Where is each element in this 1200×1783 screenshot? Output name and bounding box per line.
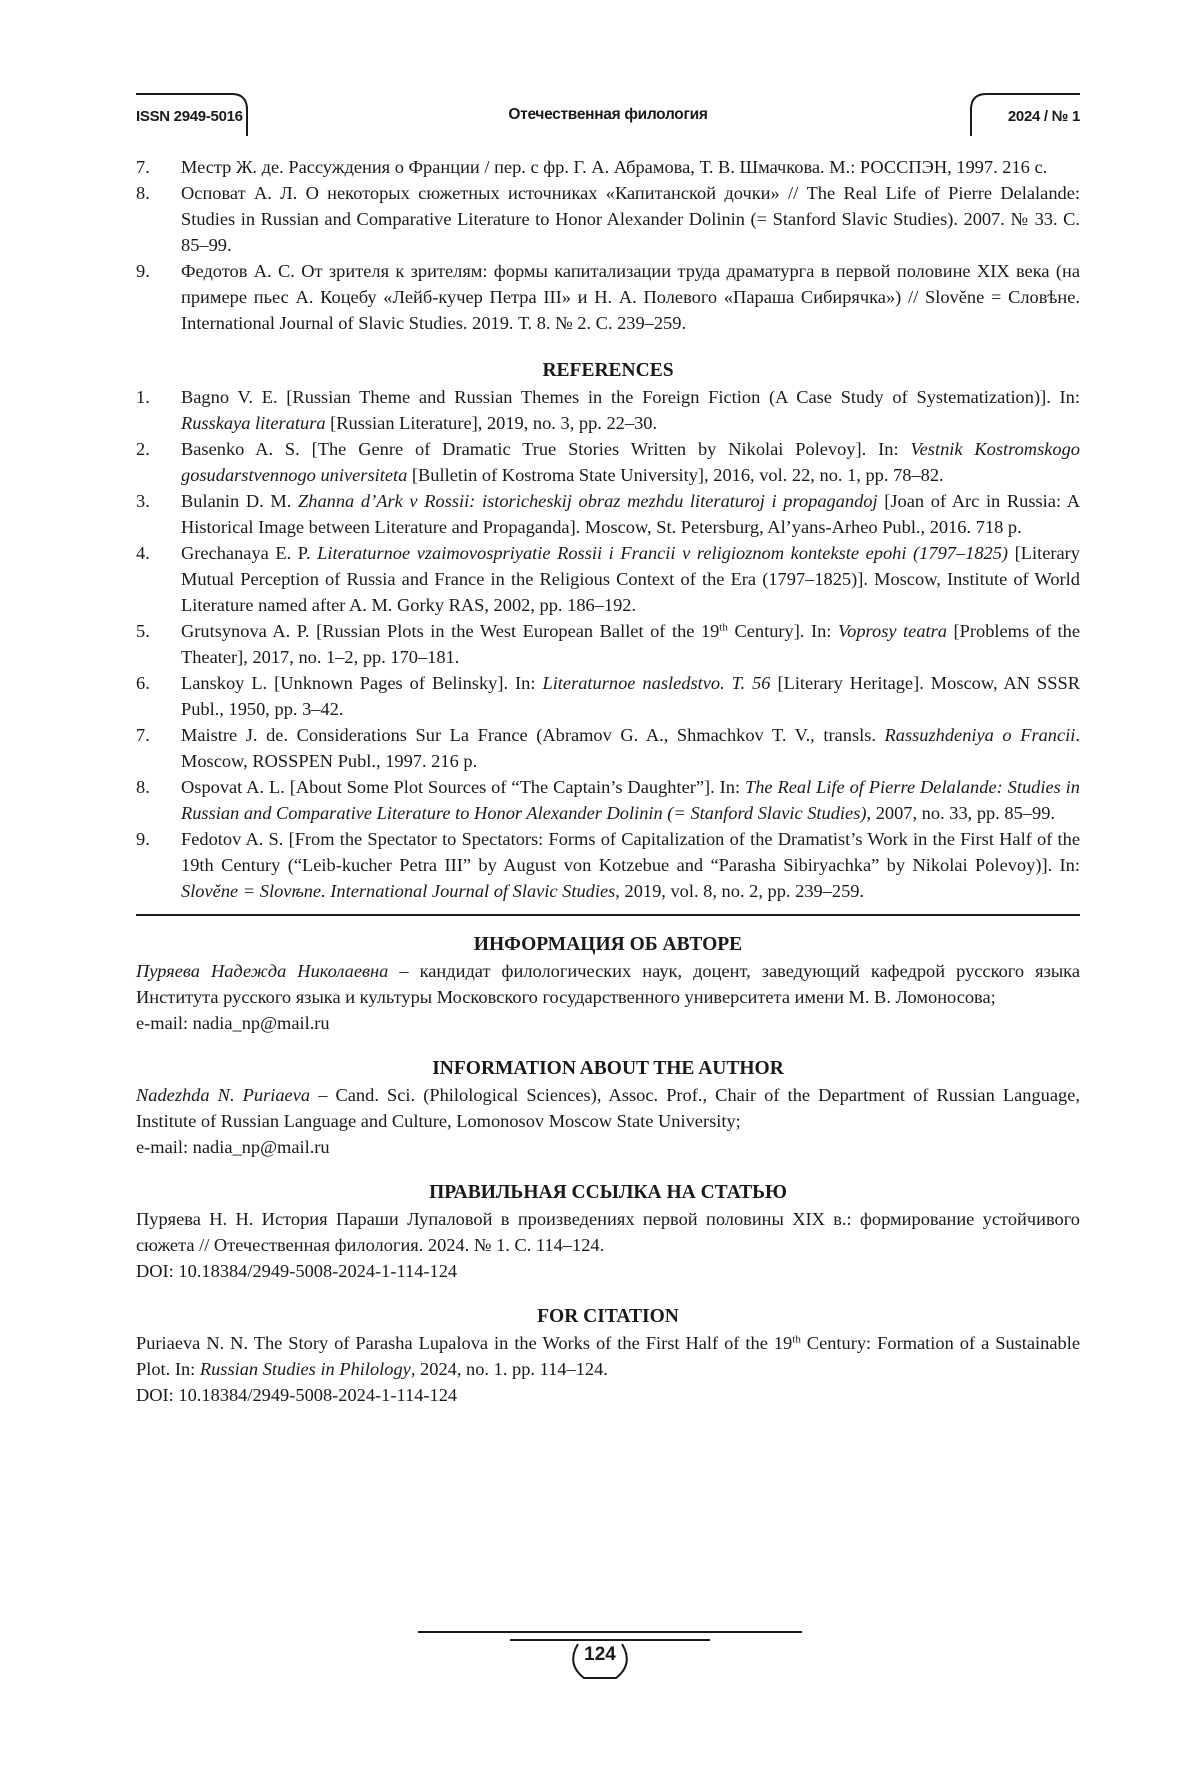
item-text: Lanskoy L. [Unknown Pages of Belinsky]. In: [181, 673, 543, 693]
list-item [136, 488, 1080, 540]
item-italic-title: Vestnik Kostromskogo gosudarstvennogo universiteta [181, 439, 1080, 485]
item-text: , 2019, vol. 8, no. 2, pp. 239–259. [615, 881, 865, 901]
item-number: 7. [136, 725, 150, 745]
item-text: Bulanin D. M. [181, 491, 299, 511]
item-text: Федотов А. С. От зрителя к зрителям: формы капитализации труда драматурга в первой половине XIX века (на примере пьес А. Коцебу «Лейб-кучер Петра III» и Н. А. Полевого «Параша Сибирячка») // Slověne = Словѣне. International Journal of Slavic Studies. 2019. Т. 8. № 2. С. 239–259. [181, 261, 1080, 333]
item-text: Century]. In: [727, 621, 838, 641]
item-number: 5. [136, 621, 150, 641]
citation-heading-en: FOR CITATION [537, 1306, 679, 1327]
item-number: 8. [136, 777, 150, 797]
item-italic-title: Rassuzhdeniya o Francii [884, 725, 1076, 745]
list-item [136, 436, 1080, 488]
item-text: Fedotov A. S. [From the Spectator to Spectators: Forms of Capitalization of the Dramatist’s Work in the First Half of the 19th Century (“Leib-kucher Petra III” by August von Kotzebue and “Parasha Sibiryachka” by Nikolai Polevoy)]. In: [181, 829, 1080, 875]
section-divider [136, 914, 1080, 916]
item-text: Bagno V. E. [Russian Theme and Russian Themes in the Foreign Fiction (A Case Study of Systematization)]. In: [181, 387, 1080, 407]
author-info-en [136, 1082, 1080, 1134]
author-description: – Cand. Sci. (Philological Sciences), Assoc. Prof., Chair of the Department of Russian Language, Institute of Russian Language and Culture, Lomonosov Moscow State University; [136, 1085, 1080, 1131]
item-italic-title: Voprosy teatra [837, 621, 947, 641]
item-text: [Russian Literature], 2019, no. 3, pp. 22–30. [325, 413, 658, 433]
item-number: 9. [136, 261, 150, 281]
item-text: [Problems of the Theater], 2017, no. 1–2, pp. 170–181. [181, 621, 1080, 667]
citation-text: , 2024, no. 1. pp. 114–124. [410, 1359, 608, 1379]
item-text: [Joan of Arc in Russia: A Historical Image between Literature and Propaganda]. Moscow, St. Petersburg, Al’yans-Arheo Publ., 2016. 718 p. [181, 491, 1080, 537]
item-number: 8. [136, 183, 150, 203]
item-text: Grutsynova A. P. [Russian Plots in the West European Ballet of the 19 [181, 621, 720, 641]
item-italic-title: The Real Life of Pierre Delalande: Studies in Russian and Comparative Literature to Honor Alexander Dolinin (= Stanford Slavic Studies) [181, 777, 1080, 823]
page-footer [0, 1620, 1200, 1690]
item-italic-title: Literaturnoe nasledstvo. T. 56 [542, 673, 771, 693]
journal-italic-title: Russian Studies in Philology [199, 1359, 411, 1379]
author-info-heading-ru: ИНФОРМАЦИЯ ОБ АВТОРЕ [473, 934, 743, 955]
item-number: 3. [136, 491, 150, 511]
item-text: Basenko A. S. [The Genre of Dramatic True Stories Written by Nikolai Polevoy]. In: [181, 439, 911, 459]
list-item [136, 722, 1080, 774]
journal-title: Отечественная филология [508, 106, 708, 123]
item-text: [Literary Mutual Perception of Russia and France in the Religious Context of the Era (1797–1825)]. Moscow, Institute of World Literature named after A. M. Gorky RAS, 2002, pp. 186–192. [181, 543, 1080, 615]
citation-doi: DOI: 10.18384/2949-5008-2024-1-114-124 [136, 1261, 458, 1281]
list-item [136, 826, 1080, 904]
item-number: 4. [136, 543, 150, 563]
page-content [136, 154, 1080, 1408]
citation-text-en [136, 1330, 1080, 1382]
item-text: [Bulletin of Kostroma State University], 2016, vol. 22, no. 1, pp. 78–82. [407, 465, 944, 485]
author-description: – кандидат филологических наук, доцент, заведующий кафедрой русского языка Института русского языка и культуры Московского государственного университета имени М. В. Ломоносова; [136, 961, 1081, 1007]
citation-text-ru: Пуряева Н. Н. История Параши Лупаловой в произведениях первой половины XIX в.: формирование устойчивого сюжета // Отечественная филология. 2024. № 1. С. 114–124. [136, 1209, 1080, 1255]
author-email: e-mail: nadia_np@mail.ru [136, 1013, 330, 1033]
item-number: 9. [136, 829, 150, 849]
references-list [136, 384, 1080, 904]
list-item [136, 180, 1080, 258]
citation-doi: DOI: 10.18384/2949-5008-2024-1-114-124 [136, 1385, 458, 1405]
item-text: , 2007, no. 33, pp. 85–99. [866, 803, 1056, 823]
item-italic-title: Literaturnoe vzaimovospriyatie Rossii i Francii v religioznom kontekste epohi (1797–1825) [317, 543, 1009, 563]
list-item [136, 670, 1080, 722]
item-text: [Literary Heritage]. Moscow, AN SSSR Publ., 1950, pp. 3–42. [181, 673, 1081, 719]
superscript: th [719, 621, 728, 634]
list-item [136, 258, 1080, 336]
list-item [136, 540, 1080, 618]
item-italic-title: Zhanna d’Ark v Rossii: istoricheskij obraz mezhdu literaturoj i propagandoj [298, 491, 878, 511]
item-text: . Moscow, ROSSPEN Publ., 1997. 216 p. [181, 725, 1080, 771]
running-header [136, 92, 1080, 136]
item-italic-title: Slověne = Slovѣne. International Journal of Slavic Studies [181, 881, 616, 901]
list-item [136, 618, 1080, 670]
superscript: th [792, 1333, 801, 1346]
issue-label: 2024 / № 1 [1007, 108, 1080, 125]
item-text: Осповат А. Л. О некоторых сюжетных источниках «Капитанской дочки» // The Real Life of Pierre Delalande: Studies in Russian and Comparative Literature to Honor Alexander Dolinin (= Stanford Slavic Studies). 2007. № 33. С. 85–99. [181, 183, 1080, 255]
author-name: Пуряева Надежда Николаевна [136, 961, 389, 981]
item-number: 6. [136, 673, 150, 693]
author-info-ru [136, 958, 1080, 1010]
author-name: Nadezhda N. Puriaeva [136, 1085, 311, 1105]
item-text: Grechanaya E. P. [181, 543, 318, 563]
citation-text: Century: Formation of a Sustainable Plot. In: [136, 1333, 1080, 1379]
item-italic-title: Russkaya literatura [181, 413, 326, 433]
author-email: e-mail: nadia_np@mail.ru [136, 1137, 330, 1157]
citation-text: Puriaeva N. N. The Story of Parasha Lupalova in the Works of the First Half of the 19 [136, 1333, 793, 1353]
citation-heading-ru: ПРАВИЛЬНАЯ ССЫЛКА НА СТАТЬЮ [429, 1182, 787, 1203]
list-item [136, 154, 1080, 180]
page-number: 124 [584, 1644, 616, 1665]
item-number: 7. [136, 157, 150, 177]
author-info-heading-en: INFORMATION ABOUT THE AUTHOR [432, 1058, 784, 1079]
item-text: Ospovat A. L. [About Some Plot Sources of “The Captain’s Daughter”]. In: [181, 777, 745, 797]
item-text: Местр Ж. де. Рассуждения о Франции / пер. с фр. Г. А. Абрамова, Т. В. Шмачкова. М.: РОССПЭН, 1997. 216 с. [181, 157, 1048, 177]
issn-label: ISSN 2949-5016 [136, 108, 243, 125]
references-heading: REFERENCES [542, 360, 674, 381]
russian-reference-list [136, 154, 1080, 336]
list-item [136, 384, 1080, 436]
item-number: 2. [136, 439, 150, 459]
list-item [136, 774, 1080, 826]
item-number: 1. [136, 387, 150, 407]
item-text: Maistre J. de. Considerations Sur La France (Abramov G. A., Shmachkov T. V., transls. [181, 725, 885, 745]
